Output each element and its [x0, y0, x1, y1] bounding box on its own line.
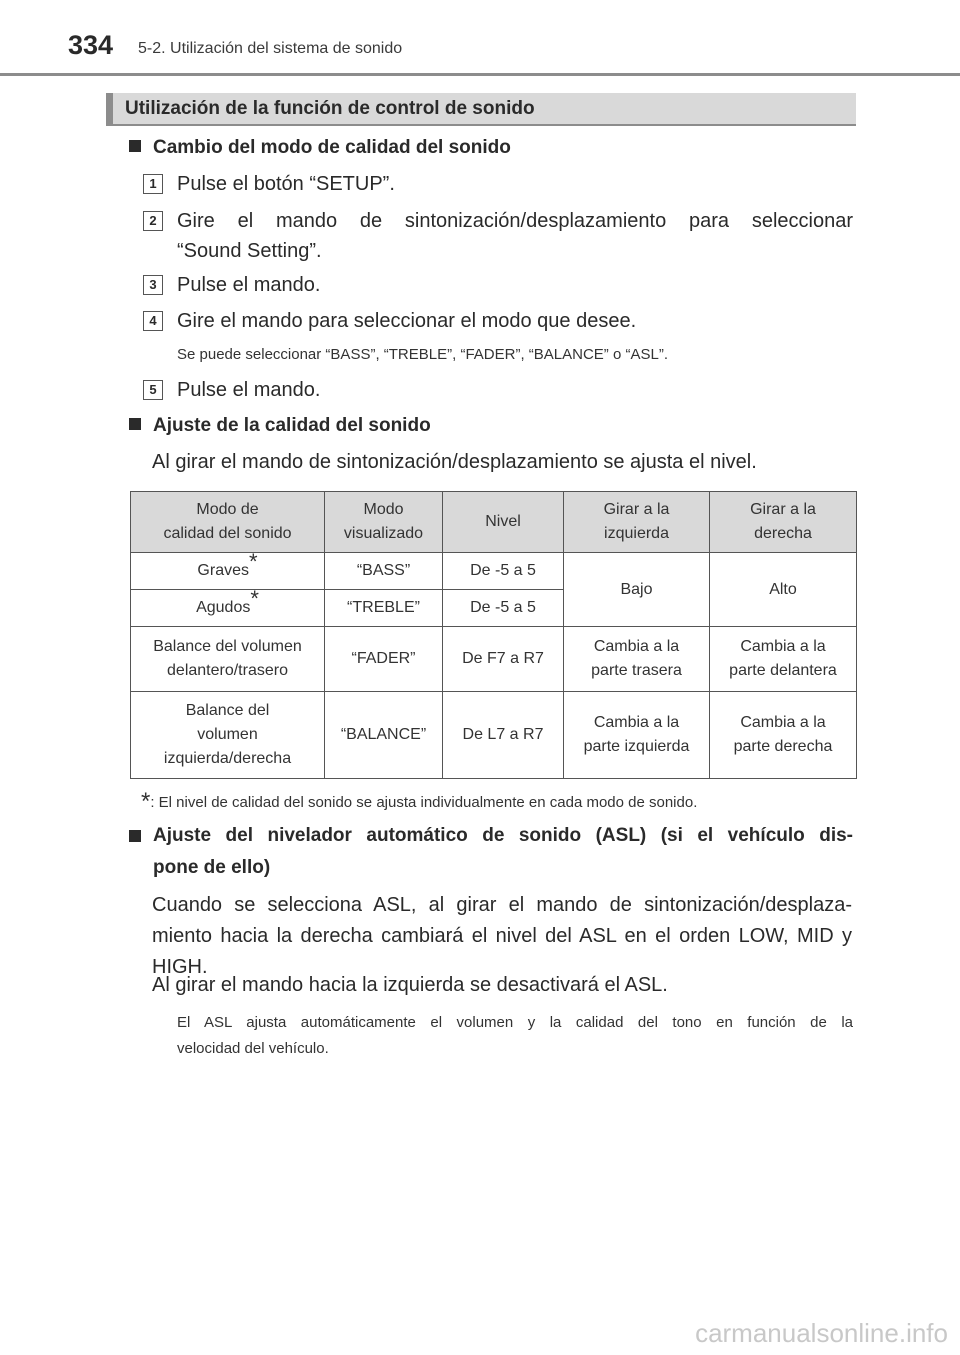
square-bullet-icon	[129, 418, 141, 430]
step-number-2: 2	[143, 211, 163, 231]
step-number-4: 4	[143, 311, 163, 331]
heading-asl	[129, 820, 853, 884]
table-header-cell: Nivel	[443, 492, 564, 553]
table-cell: De L7 a R7	[443, 692, 564, 779]
asl-para-line1: Cuando se selecciona ASL, al girar el mando de sintonización/desplaza-	[152, 894, 852, 916]
table-cell: De F7 a R7	[443, 627, 564, 692]
watermark: carmanualsonline.info	[695, 1318, 948, 1348]
step-4-note: Se puede seleccionar “BASS”, “TREBLE”, “FADER”, “BALANCE” o “ASL”.	[177, 346, 668, 363]
step-number-1: 1	[143, 174, 163, 194]
section-bar-tab	[106, 93, 113, 124]
square-bullet-icon	[129, 830, 141, 842]
adjust-body-text: Al girar el mando de sintonización/desplazamiento se ajusta el nivel.	[152, 451, 757, 473]
asl-para-line2: miento hacia la derecha cambiará el nivel del ASL en el orden LOW, MID y	[152, 925, 852, 947]
page-number: 334	[68, 30, 114, 60]
heading-text: Ajuste de la calidad del sonido	[153, 415, 431, 436]
asl-note-line2: velocidad del vehículo.	[177, 1040, 329, 1057]
asl-para-line3: HIGH.	[152, 956, 208, 978]
table-cell-merged: Bajo	[564, 553, 710, 627]
table-row	[131, 627, 857, 692]
footnote-star: *	[141, 788, 151, 815]
step-number-5: 5	[143, 380, 163, 400]
header-rule	[0, 73, 960, 76]
table-cell: Cambia a la parte izquierda	[564, 692, 710, 779]
table-cell-merged: Alto	[710, 553, 857, 627]
table-cell: Graves*	[131, 553, 325, 590]
table-cell: “BALANCE”	[325, 692, 443, 779]
table-footnote	[141, 786, 697, 814]
table-header-cell: Modo visualizado	[325, 492, 443, 553]
table-cell: “TREBLE”	[325, 590, 443, 627]
step-number-3: 3	[143, 275, 163, 295]
asl-para-2: Al girar el mando hacia la izquierda se desactivará el ASL.	[152, 974, 668, 996]
square-bullet-icon	[129, 140, 141, 152]
table-cell: Agudos*	[131, 590, 325, 627]
table-header-cell: Girar a la derecha	[710, 492, 857, 553]
table-cell: Cambia a la parte delantera	[710, 627, 857, 692]
table-header-row	[131, 492, 857, 553]
table-cell: Balance del volumen delantero/trasero	[131, 627, 325, 692]
table-row	[131, 692, 857, 779]
step-text-3: Pulse el mando.	[177, 274, 321, 296]
table-cell: “FADER”	[325, 627, 443, 692]
table-row	[131, 553, 857, 590]
table-cell: De -5 a 5	[443, 553, 564, 590]
table-cell: Cambia a la parte trasera	[564, 627, 710, 692]
section-title-bar	[106, 93, 856, 126]
sound-settings-table	[130, 491, 857, 779]
heading-text-line1: Ajuste del nivelador automático de sonido (ASL) (si el vehículo dis-	[153, 825, 853, 846]
section-title: Utilización de la función de control de sonido	[125, 98, 535, 119]
heading-text-line2: pone de ello)	[153, 857, 271, 878]
heading-text: Cambio del modo de calidad del sonido	[153, 137, 511, 158]
step-text-2-line2: “Sound Setting”.	[177, 240, 322, 262]
asl-note-line1: El ASL ajusta automáticamente el volumen y la calidad del tono en función de la	[177, 1014, 853, 1031]
table-cell: Cambia a la parte derecha	[710, 692, 857, 779]
heading-sound-quality-adjust	[129, 415, 431, 437]
table-cell: De -5 a 5	[443, 590, 564, 627]
step-text-4: Gire el mando para seleccionar el modo que desee.	[177, 310, 637, 332]
table-cell: “BASS”	[325, 553, 443, 590]
step-text-5: Pulse el mando.	[177, 379, 321, 401]
table-header-cell: Modo de calidad del sonido	[131, 492, 325, 553]
step-text-2-line1: Gire el mando de sintonización/desplazamiento para seleccionar	[177, 210, 853, 232]
step-text-1: Pulse el botón “SETUP”.	[177, 173, 395, 195]
table-cell: Balance del volumen izquierda/derecha	[131, 692, 325, 779]
table-header-cell: Girar a la izquierda	[564, 492, 710, 553]
running-header: 5-2. Utilización del sistema de sonido	[138, 40, 403, 57]
footnote-text: : El nivel de calidad del sonido se ajusta individualmente en cada modo de sonido.	[150, 794, 698, 811]
heading-sound-quality-mode	[129, 137, 511, 159]
